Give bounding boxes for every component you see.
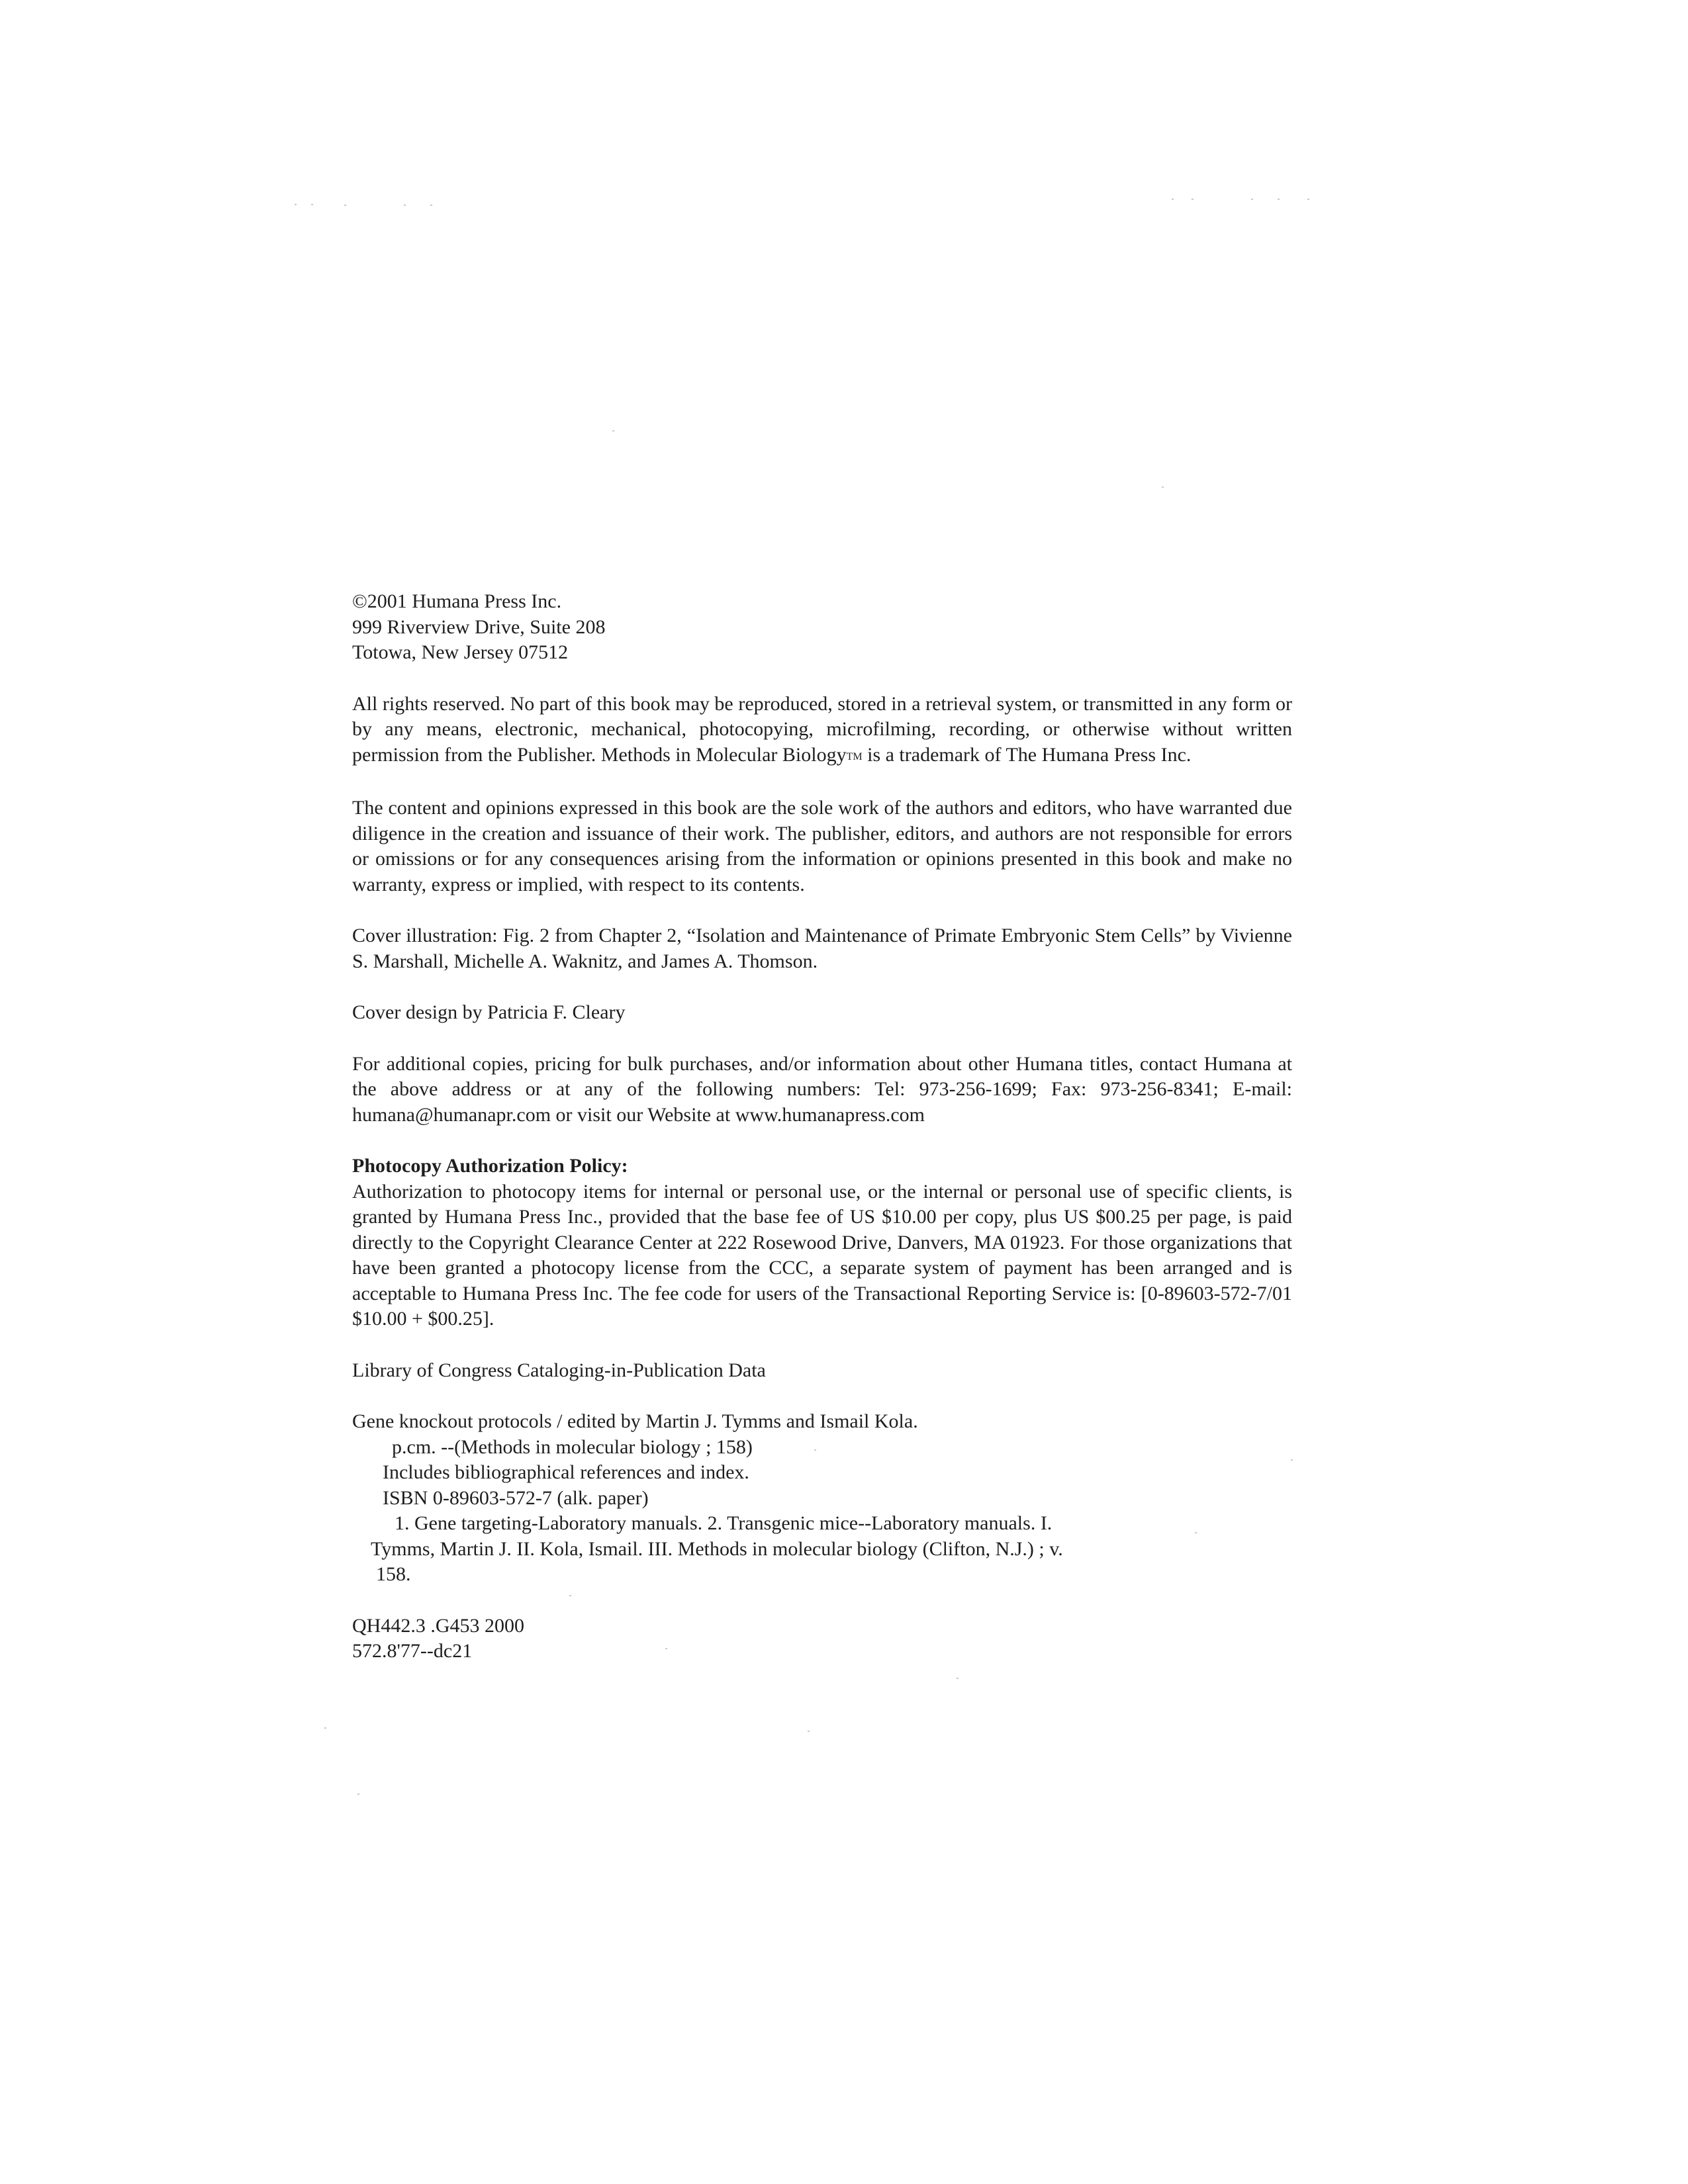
additional-copies-paragraph: For additional copies, pricing for bulk purchases, and/or information about other Humana titles, contact Humana at the above address or at any of the following numbers: Tel: 973-256-1699; Fax: 973-256-8341; E-mail: humana@humanapr.com or visit our Website at www.humanapress.com xyxy=(352,1052,1292,1126)
photocopy-policy xyxy=(352,1154,1292,1332)
street-address: 999 Riverview Drive, Suite 208 xyxy=(352,615,606,638)
city-state-zip: Totowa, New Jersey 07512 xyxy=(352,641,569,663)
cip-subjects-line-3: 158. xyxy=(376,1563,411,1585)
copyright-line: ©2001 Humana Press Inc. xyxy=(352,590,562,612)
disclaimer-paragraph: The content and opinions expressed in this book are the sole work of the authors and editors, who have warranted due diligence in the creation and issuance of their work. The publisher, editors, and authors are not responsible for errors or omissions or for any consequences arising from the information or opinions presented in this book and make no warranty, express or implied, with respect to its contents. xyxy=(352,797,1292,895)
dewey-number: 572.8'77--dc21 xyxy=(352,1640,473,1662)
rights-reserved-paragraph: All rights reserved. No part of this book may be reproduced, stored in a retrieval system, or transmitted in any form or by any means, electronic, mechanical, photocopying, microfilming, recording, or otherwise without written permission from the Publisher. Methods in Molecular BiologyTM is a trademark of The Humana Press Inc. xyxy=(352,692,1292,766)
cip-subjects-line-2: Tymms, Martin J. II. Kola, Ismail. III. Methods in molecular biology (Clifton, N.J.) ; v. xyxy=(371,1537,1063,1560)
cip-subjects-line-1: 1. Gene targeting-Laboratory manuals. 2. Transgenic mice--Laboratory manuals. I. xyxy=(395,1512,1053,1534)
trademark-symbol: TM xyxy=(846,751,863,762)
cip-heading: Library of Congress Cataloging-in-Publication Data xyxy=(352,1359,766,1381)
cip-series-line: p.cm. --(Methods in molecular biology ; 158) xyxy=(392,1435,753,1458)
publisher-address xyxy=(352,589,1292,666)
photocopy-policy-heading: Photocopy Authorization Policy: xyxy=(352,1155,628,1177)
cover-design-credit: Cover design by Patricia F. Cleary xyxy=(352,1001,626,1023)
cip-biblio-line: Includes bibliographical references and index. xyxy=(383,1461,749,1483)
copyright-content xyxy=(352,589,1292,1664)
classification-numbers xyxy=(352,1614,1292,1664)
cip-isbn-line: ISBN 0-89603-572-7 (alk. paper) xyxy=(383,1486,649,1509)
lc-call-number: QH442.3 .G453 2000 xyxy=(352,1614,524,1637)
cip-title-line: Gene knockout protocols / edited by Martin J. Tymms and Ismail Kola. xyxy=(352,1410,918,1432)
photocopy-policy-body: Authorization to photocopy items for internal or personal use, or the internal or personal use of specific clients, is granted by Humana Press Inc., provided that the base fee of US $10.00 per copy, plus US $00.25 per page, is paid directly to the Copyright Clearance Center at 222 Rosewood Drive, Danvers, MA 01923. For those organizations that have been granted a photocopy license from the CCC, a separate system of payment has been arranged and is acceptable to Humana Press Inc. The fee code for users of the Transactional Reporting Service is: [0-89603-572-7/01 $10.00 + $00.25]. xyxy=(352,1180,1292,1330)
cover-illustration-credit: Cover illustration: Fig. 2 from Chapter 2, “Isolation and Maintenance of Primate Embryonic Stem Cells” by Vivienne S. Marshall, Michelle A. Waknitz, and James A. Thomson. xyxy=(352,925,1292,972)
cip-record xyxy=(352,1409,1292,1588)
